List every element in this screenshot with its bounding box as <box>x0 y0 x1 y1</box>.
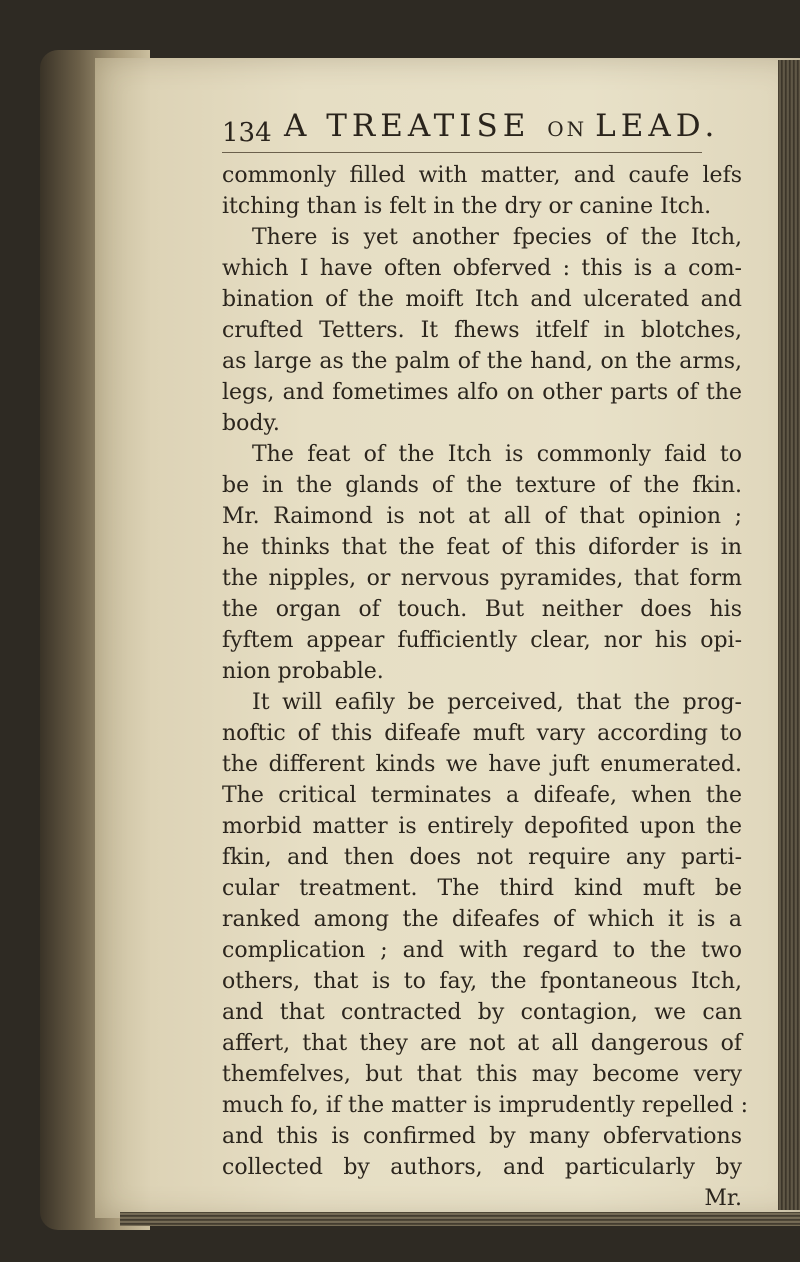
page-fore-edge <box>778 60 800 1210</box>
header-rule <box>222 152 702 153</box>
page-bottom-edge <box>120 1212 800 1226</box>
text-line: much fo, if the matter is imprudently repelled : <box>222 1093 749 1118</box>
text-line: the nipples, or nervous pyramides, that form <box>222 566 742 591</box>
text-line: complication ; and with regard to the two <box>222 938 742 963</box>
text-line: fyftem appear fufficiently clear, nor his opi- <box>222 628 742 653</box>
text-line: body. <box>222 411 280 436</box>
text-line: themfelves, but that this may become very <box>222 1062 742 1087</box>
text-line: The feat of the Itch is commonly faid to <box>252 442 742 467</box>
text-line: It will eafily be perceived, that the prog- <box>252 690 742 715</box>
text-line: legs, and fometimes alfo on other parts of the <box>222 380 742 405</box>
text-line: collected by authors, and particularly by <box>222 1155 742 1180</box>
text-line: There is yet another fpecies of the Itch, <box>252 225 742 250</box>
text-line: crufted Tetters. It fhews itfelf in blotches, <box>222 318 742 343</box>
text-line: others, that is to fay, the fpontaneous Itch, <box>222 969 742 994</box>
text-line: as large as the palm of the hand, on the arms, <box>222 349 742 374</box>
running-head-subject: LEAD. <box>595 108 720 144</box>
page-header <box>222 108 782 154</box>
text-line: noftic of this difeafe muft vary according to <box>222 721 742 746</box>
text-line: affert, that they are not at all dangerous of <box>222 1031 742 1056</box>
text-line: nion probable. <box>222 659 384 684</box>
text-line: The critical terminates a difeafe, when the <box>222 783 742 808</box>
text-line: which I have often obferved : this is a com- <box>222 256 742 281</box>
text-line: Mr. Raimond is not at all of that opinion ; <box>222 504 742 529</box>
text-line: fkin, and then does not require any parti- <box>222 845 742 870</box>
text-line: and this is confirmed by many obfervations <box>222 1124 742 1149</box>
catchword: Mr. <box>704 1186 742 1211</box>
body-text <box>222 160 749 1214</box>
text-line: bination of the moift Itch and ulcerated and <box>222 287 742 312</box>
text-line: cular treatment. The third kind muft be <box>222 876 742 901</box>
text-line: itching than is felt in the dry or canine Itch. <box>222 194 712 219</box>
running-head <box>284 108 719 144</box>
page-number: 134 <box>222 118 272 148</box>
text-line: ranked among the difeafes of which it is a <box>222 907 742 932</box>
text-line: and that contracted by contagion, we can <box>222 1000 742 1025</box>
text-line: be in the glands of the texture of the fkin. <box>222 473 742 498</box>
text-line: he thinks that the feat of this diforder is in <box>222 535 742 560</box>
running-head-on: ON <box>547 117 588 141</box>
text-line: the different kinds we have juft enumerated. <box>222 752 742 777</box>
text-line: morbid matter is entirely depofited upon the <box>222 814 742 839</box>
running-head-title: A TREATISE <box>284 108 531 144</box>
text-line: commonly filled with matter, and caufe lefs <box>222 163 742 188</box>
text-line: the organ of touch. But neither does his <box>222 597 742 622</box>
